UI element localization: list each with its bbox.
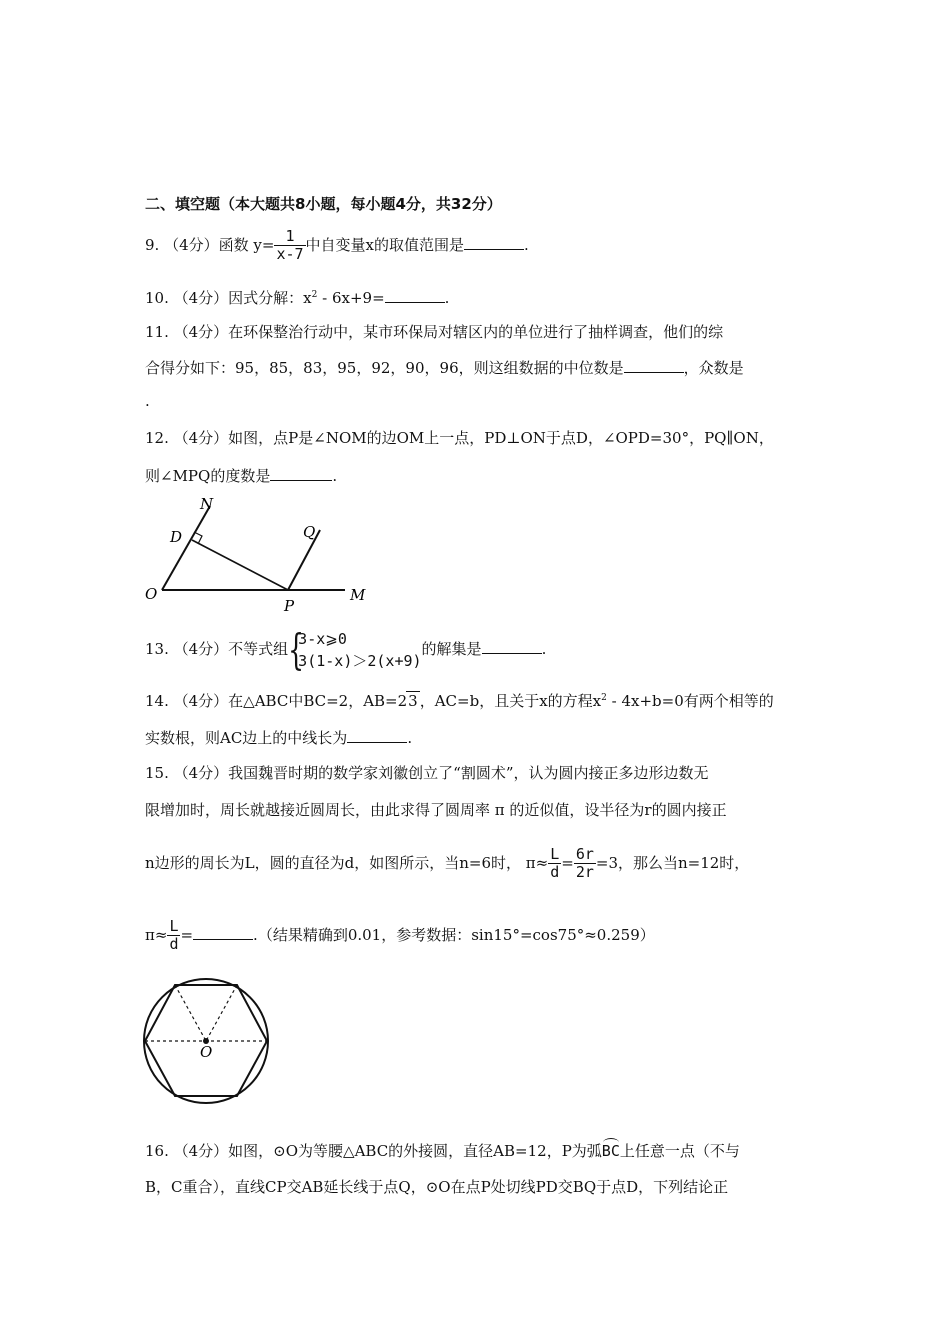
q9-fraction: $\frac{1}{x-7}$ xyxy=(276,227,304,264)
label-p: P xyxy=(284,597,295,612)
answer-blank[interactable] xyxy=(464,235,524,250)
question-11-line3: . xyxy=(145,392,150,410)
q9-prefix: 9. （4分）函数 y= xyxy=(145,235,275,254)
question-13: 13. （4分）不等式组 { 3-x⩾0 3(1-x)＞2(x+9) 的解集是 . xyxy=(145,625,547,674)
question-9: 9. （4分）函数 y= $\frac{1}{x-7}$ 中自变量x的取值范围是 . xyxy=(145,227,529,264)
answer-blank[interactable] xyxy=(385,288,445,303)
arc-bc: BC xyxy=(601,1142,620,1160)
question-16-line1: 16. （4分）如图，⊙O为等腰△ABC的外接圆，直径AB=12，P为弧BC上任意一点（不与 xyxy=(145,1142,740,1160)
radius-dashed-left xyxy=(175,985,206,1041)
question-15-line1: 15. （4分）我国魏晋时期的数学家刘徽创立了“割圆术”，认为圆内接正多边形边数无 xyxy=(145,764,709,782)
question-14-line1: 14. （4分）在△ABC中BC=2，AB=23 ，AC=b，且关于x的方程$x^2 - 4x+b=0$有两个相等的 xyxy=(145,692,774,710)
fraction-6r-over-2r: $\frac{6r}{2r}$ xyxy=(575,845,594,882)
answer-blank[interactable] xyxy=(347,728,407,743)
figure-12-angle xyxy=(140,492,380,612)
label-m: M xyxy=(350,586,366,604)
question-15-line3: n边形的周长为L，圆的直径为d，如图所示，当n=6时， π≈ $\frac{L}{d}$ = $\frac{6r}{2r}$ =3，那么当n=12时， xyxy=(145,845,750,882)
question-14-line2: 实数根，则AC边上的中线长为 . xyxy=(145,729,413,747)
question-11-line1: 11. （4分）在环保整治行动中，某市环保局对辖区内的单位进行了抽样调查，他们的综 xyxy=(145,323,724,341)
radius-dashed-right xyxy=(206,985,237,1041)
ray-on xyxy=(162,506,210,590)
label-d: D xyxy=(170,528,183,546)
sqrt-value: 3 xyxy=(408,692,418,710)
question-16-line2: B，C重合），直线CP交AB延长线于点Q，⊙O在点P处切线PD交BQ于点D，下列结论正 xyxy=(145,1178,729,1196)
answer-blank[interactable] xyxy=(270,466,332,481)
question-10: 10. （4分）因式分解：$x^2 - 6x+9=$ . xyxy=(145,289,450,307)
answer-blank[interactable] xyxy=(482,639,542,654)
q9-text: 中自变量x的取值范围是 xyxy=(305,235,464,254)
question-15-line2: 限增加时，周长就越接近圆周长，由此求得了圆周率 π 的近似值，设半径为r的圆内接正 xyxy=(145,801,727,819)
label-o: O xyxy=(200,1043,213,1061)
section-title: 二、填空题（本大题共8小题，每小题4分，共32分） xyxy=(145,195,502,213)
answer-blank[interactable] xyxy=(624,358,684,373)
question-12-line2: 则∠MPQ的度数是 . xyxy=(145,467,338,485)
question-15-line4: π≈ $\frac{L}{d}$ = .（结果精确到0.01，参考数据：sin15°=cos75°≈0.259） xyxy=(145,917,655,954)
label-q: Q xyxy=(303,523,316,541)
fraction-l-over-d: $\frac{L}{d}$ xyxy=(550,845,560,882)
figure-15-inscribed-hexagon xyxy=(140,975,276,1111)
label-o: O xyxy=(145,585,158,603)
question-11-line2: 合得分如下：95，85，83，95，92，90，96，则这组数据的中位数是 ，众数是 xyxy=(145,359,744,377)
segment-pd xyxy=(192,540,288,590)
label-n: N xyxy=(200,495,214,513)
fraction-l-over-d-2: $\frac{L}{d}$ xyxy=(169,917,179,954)
question-12-line1: 12. （4分）如图，点P是∠NOM的边OM上一点，PD⊥ON于点D，∠OPD=30°，PQ∥ON， xyxy=(145,429,774,447)
answer-blank[interactable] xyxy=(193,925,253,940)
inequality-system: { 3-x⩾0 3(1-x)＞2(x+9) xyxy=(288,625,422,674)
